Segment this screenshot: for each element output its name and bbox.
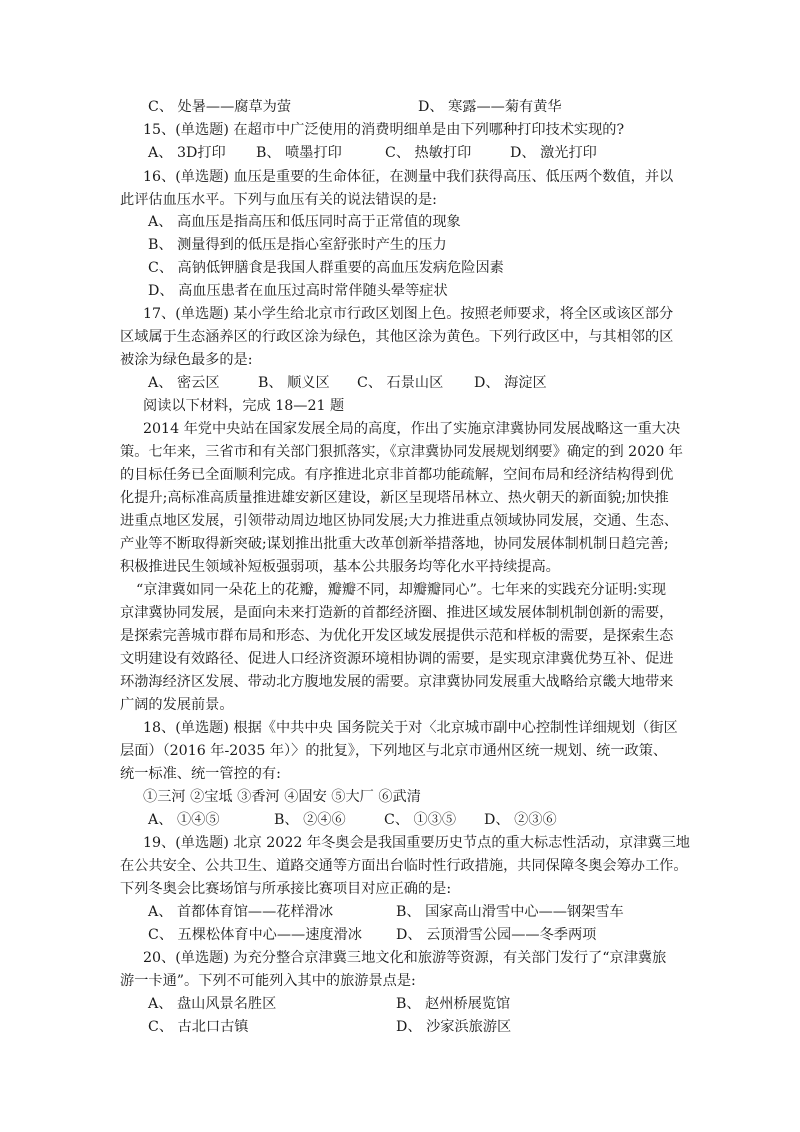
q16-option-c: C、 高钠低钾膳食是我国人群重要的高血压发病危险因素 [148, 260, 504, 276]
q19-stem-line-1: 19、(单选题) 北京 2022 年冬奥会是我国重要历史节点的重大标志性活动，京津冀三地 [143, 835, 690, 851]
q20-option-c: C、 古北口古镇 [148, 1019, 249, 1035]
q18-stem-line-2: 层面）（2016 年-2035 年）〉的批复》，下列地区与北京市通州区统一规划、统一政策、 [120, 743, 668, 759]
q20-option-a: A、 盘山风景名胜区 [148, 996, 277, 1012]
q19-option-d: D、 云顶滑雪公园——冬季两项 [396, 927, 597, 943]
q17-option-c: C、 石景山区 [357, 375, 444, 391]
q15-option-a: A、 3D打印 [148, 145, 226, 161]
q16-option-b: B、 测量得到的低压是指心室舒张时产生的压力 [148, 237, 447, 253]
q15-option-b: B、 喷墨打印 [256, 145, 342, 161]
q18-items: ①三河 ②宝坻 ③香河 ④固安 ⑤大厂 ⑥武清 [143, 789, 421, 805]
q18-option-a: A、 ①④⑤ [148, 812, 220, 828]
reading-p1-line: 积极推进民生领域补短板强弱项，基本公共服务均等化水平持续提高。 [120, 559, 560, 575]
reading-intro: 阅读以下材料，完成 18—21 题 [143, 398, 345, 414]
q18-option-d: D、 ②③⑥ [484, 812, 557, 828]
q17-option-d: D、 海淀区 [474, 375, 547, 391]
q14-option-d: D、 寒露——菊有黄华 [418, 99, 562, 115]
q18-option-b: B、 ②④⑥ [274, 812, 346, 828]
reading-p2-line: 环渤海经济区发展、带动北方腹地发展的需要。京津冀协同发展重大战略给京畿大地带来 [120, 674, 674, 690]
q14-option-c: C、 处暑——腐草为萤 [148, 99, 292, 115]
reading-p2-line: 广阔的发展前景。 [120, 697, 234, 713]
q20-stem-line-2: 游一卡通”。下列不可能列入其中的旅游景点是: [120, 973, 416, 989]
q20-stem-line-1: 20、(单选题) 为充分整合京津冀三地文化和旅游等资源，有关部门发行了“京津冀旅 [143, 950, 667, 966]
q16-option-a: A、 高血压是指高压和低压同时高于正常值的现象 [148, 214, 461, 230]
q20-option-b: B、 赵州桥展览馆 [396, 996, 511, 1012]
q16-stem-line-2: 此评估血压水平。下列与血压有关的说法错误的是: [120, 192, 437, 208]
q18-stem-line-1: 18、(单选题) 根据《中共中央 国务院关于对〈北京城市副中心控制性详细规划（街区 [143, 720, 678, 736]
q19-stem-line-2: 在公共安全、公共卫生、道路交通等方面出台临时性行政措施，共同保障冬奥会筹办工作。 [120, 858, 688, 874]
q20-option-d: D、 沙家浜旅游区 [396, 1019, 512, 1035]
reading-p1-line: 化提升;高标准高质量推进雄安新区建设，新区呈现塔吊林立、热火朝天的新面貌;加快推 [120, 490, 669, 506]
q15-option-d: D、 激光打印 [510, 145, 597, 161]
reading-p1-line: 进重点地区发展，引领带动周边地区协同发展;大力推进重点领域协同发展，交通、生态、 [120, 513, 679, 529]
q16-stem-line-1: 16、(单选题) 血压是重要的生命体征，在测量中我们获得高压、低压两个数值，并以 [143, 169, 674, 185]
reading-p1-line: 2014 年党中央站在国家发展全局的高度，作出了实施京津冀协同发展战略这一重大决 [143, 421, 681, 437]
q17-stem-line-2: 区域属于生态涵养区的行政区涂为绿色，其他区涂为黄色。下列行政区中，与其相邻的区 [120, 329, 674, 345]
q19-option-c: C、 五棵松体育中心——速度滑冰 [148, 927, 362, 943]
reading-p2-line: “京津冀如同一朵花上的花瓣，瓣瓣不同，却瓣瓣同心”。七年来的实践充分证明:实现 [136, 582, 667, 598]
reading-p2-line: 京津冀协同发展，是面向未来打造新的首都经济圈、推进区域发展体制机制创新的需要， [120, 605, 674, 621]
q15-stem: 15、(单选题) 在超市中广泛使用的消费明细单是由下列哪种打印技术实现的? [143, 122, 625, 138]
q17-option-a: A、 密云区 [148, 375, 220, 391]
q19-option-a: A、 首都体育馆——花样滑冰 [148, 904, 334, 920]
q18-option-c: C、 ①③⑤ [384, 812, 457, 828]
q16-option-d: D、 高血压患者在血压过高时常伴随头晕等症状 [148, 283, 448, 299]
q19-stem-line-3: 下列冬奥会比赛场馆与所承接比赛项目对应正确的是: [120, 881, 452, 897]
reading-p1-line: 策。七年来，三省市和有关部门狠抓落实，《京津冀协同发展规划纲要》确定的到 2020 年 [120, 444, 683, 460]
reading-p1-line: 产业等不断取得新突破;谋划推出批重大改革创新举措落地，协同发展体制机制日趋完善; [120, 536, 669, 552]
q17-stem-line-1: 17、(单选题) 某小学生给北京市行政区划图上色。按照老师要求，将全区或该区部分 [143, 306, 674, 322]
q19-option-b: B、 国家高山滑雪中心——钢架雪车 [396, 904, 624, 920]
q18-stem-line-3: 统一标准、统一管控的有: [120, 766, 281, 782]
reading-p1-line: 的目标任务已全面顺利完成。有序推进北京非首都功能疏解，空间布局和经济结构得到优 [120, 467, 674, 483]
q15-option-c: C、 热敏打印 [385, 145, 472, 161]
q17-stem-line-3: 被涂为绿色最多的是: [120, 352, 253, 368]
reading-p2-line: 是探索完善城市群布局和形态、为优化开发区域发展提供示范和样板的需要，是探索生态 [120, 628, 674, 644]
reading-p2-line: 文明建设有效路径、促进人口经济资源环境相协调的需要，是实现京津冀优势互补、促进 [120, 651, 674, 667]
q17-option-b: B、 顺义区 [258, 375, 330, 391]
